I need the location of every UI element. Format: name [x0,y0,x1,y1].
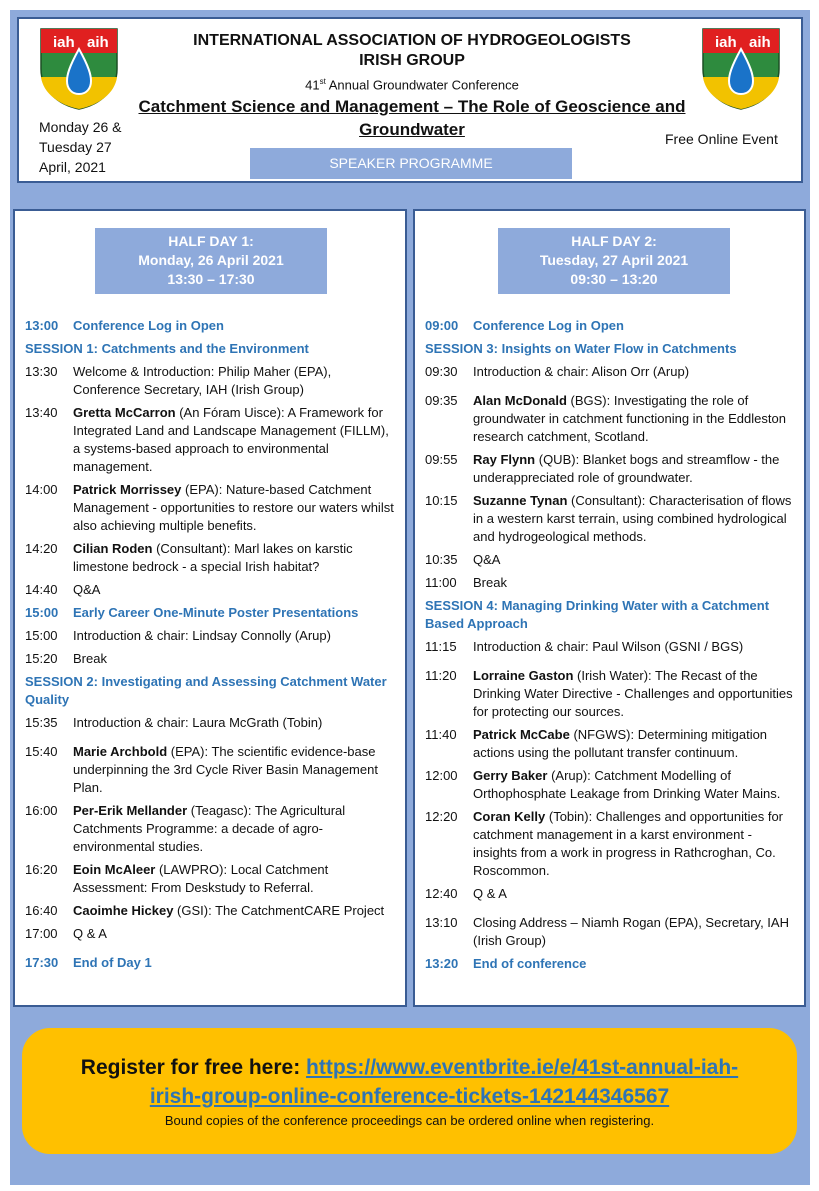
item-text: Conference Log in Open [73,318,224,333]
item-text: Break [473,575,507,590]
free-online-event: Free Online Event [665,131,778,147]
day2-programme [425,317,796,978]
item-text: Closing Address – Niamh Rogan (EPA), Secretary, IAH (Irish Group) [473,915,789,948]
item-description [473,767,796,803]
programme-row [425,363,796,381]
programme-row [25,540,397,576]
svg-text:iah: iah [715,34,737,51]
item-text: (GSI): The CatchmentCARE Project [173,903,385,918]
time-label: 16:20 [25,862,58,877]
item-description [473,451,796,487]
speaker-name: Ray Flynn [473,452,536,467]
item-text: Conference Log in Open [473,318,624,333]
item-description [73,650,397,668]
item-description [73,481,397,535]
programme-row [425,914,796,950]
speaker-name: Gerry Baker [473,768,548,783]
programme-row [25,481,397,535]
item-description [473,885,796,903]
item-description [473,574,796,592]
time-label: 13:40 [25,405,58,420]
item-description [73,317,397,335]
programme-row [425,574,796,592]
day2-column [413,209,806,1007]
speaker-name: Per-Erik Mellander [73,803,188,818]
item-description [73,802,397,856]
time-label: 12:00 [425,768,458,783]
speaker-name: Coran Kelly [473,809,546,824]
register-link[interactable]: https://www.eventbrite.ie/e/41st-annual-iah- [306,1056,739,1079]
time-label: 17:00 [25,926,58,941]
item-text: (Teagasc): The Agricultural Catchments Programme: a decade of agro-environmental studies. [73,803,346,854]
item-description [73,581,397,599]
item-description [473,551,796,569]
conference-title: Catchment Science and Management – The Role of Geoscience and Groundwater [138,97,686,140]
item-text: Q&A [473,552,501,567]
speaker-name: Patrick Morrissey [73,482,182,497]
item-text: End of Day 1 [73,955,152,970]
item-text: (Consultant): Characterisation of flows in a western karst terrain, using combined hydrological and hydrogeological methods. [473,493,792,544]
event-dates: Monday 26 & Tuesday 27 April, 2021 [39,119,122,175]
time-label: 10:15 [425,493,458,508]
time-label: 12:40 [425,886,458,901]
programme-row [425,885,796,903]
item-text: (QUB): Blanket bogs and streamflow - the underappreciated role of groundwater. [473,452,780,485]
programme-row [425,667,796,721]
time-label: 13:30 [25,364,58,379]
time-label: 16:00 [25,803,58,818]
item-text: (Consultant): Marl lakes on karstic limestone bedrock - a special Irish habitat? [73,541,353,574]
item-text: End of conference [473,956,587,971]
time-label: 13:20 [425,956,459,971]
item-description [473,726,796,762]
programme-row [25,404,397,476]
milestone-row [425,955,796,973]
svg-text:aih: aih [749,34,771,51]
item-description [473,955,796,973]
day1-column [13,209,407,1007]
speaker-name: Lorraine Gaston [473,668,574,683]
session-heading: SESSION 2: Investigating and Assessing Catchment Water Quality [25,674,387,707]
item-description [73,604,397,622]
programme-row [25,581,397,599]
item-description [73,954,397,972]
item-description [73,714,397,732]
programme-row [25,743,397,797]
item-description [73,627,397,645]
programme-row [25,802,397,856]
session-heading: SESSION 1: Catchments and the Environment [25,341,309,356]
programme-row [425,767,796,803]
session-heading: SESSION 3: Insights on Water Flow in Catchments [425,341,737,356]
time-label: 11:15 [425,639,457,654]
day1-programme [25,317,397,977]
time-label: 10:35 [425,552,458,567]
speaker-name: Alan McDonald [473,393,567,408]
item-description [473,317,796,335]
time-label: 16:40 [25,903,58,918]
item-description [73,540,397,576]
item-text: Q&A [73,582,101,597]
item-text: Q & A [73,926,107,941]
programme-row [425,638,796,656]
time-label: 12:20 [425,809,458,824]
item-text: (LAWPRO): Local Catchment Assessment: From Deskstudy to Referral. [73,862,329,895]
programme-row [25,925,397,943]
time-label: 14:00 [25,482,58,497]
day1-header: HALF DAY 1: Monday, 26 April 2021 13:30 – 17:30 [95,228,327,294]
register-banner [22,1028,797,1154]
programme-row [25,650,397,668]
programme-row [425,451,796,487]
programme-row [25,627,397,645]
speaker-name: Cilian Roden [73,541,153,556]
programme-row [25,714,397,732]
header-panel [17,17,803,183]
time-label: 14:20 [25,541,58,556]
programme-row [425,392,796,446]
register-note: Bound copies of the conference proceedings can be ordered online when registering. [164,1113,655,1128]
svg-text:iah: iah [53,34,75,51]
register-label: Register for free here: [80,1056,307,1079]
time-label: 11:40 [425,727,457,742]
item-description [73,404,397,476]
time-label: 13:10 [425,915,458,930]
speaker-name: Gretta McCarron [73,405,176,420]
time-label: 17:30 [25,955,59,970]
time-label: 09:35 [425,393,458,408]
milestone-row [25,317,397,335]
programme-row [25,861,397,897]
milestone-row [25,604,397,622]
item-text: Introduction & chair: Lindsay Connolly (Arup) [73,628,331,643]
time-label: 11:20 [425,668,457,683]
item-text: (BGS): Investigating the role of groundwater in catchment functioning in the Eddleston research catchment, Scotland. [473,393,786,444]
programme-row [425,551,796,569]
item-description [73,363,397,399]
item-text: (EPA): Nature-based Catchment Management - opportunities to restore our waters whilst also achieving multiple benefits. [73,482,394,533]
item-description [73,743,397,797]
time-label: 15:35 [25,715,58,730]
time-label: 11:00 [425,575,457,590]
session-heading: SESSION 4: Managing Drinking Water with a Catchment Based Approach [425,598,770,631]
item-description [473,492,796,546]
item-text: (An Fóram Uisce): A Framework for Integrated Land and Landscape Management (FILLM), a systems-based approach to environmental management. [73,405,389,474]
time-label: 13:00 [25,318,59,333]
item-description [473,392,796,446]
iah-logo-icon [699,27,783,111]
time-label: 15:20 [25,651,58,666]
org-name-line2: IRISH GROUP [359,52,465,69]
item-description [73,925,397,943]
item-text: Welcome & Introduction: Philip Maher (EPA), Conference Secretary, IAH (Irish Group) [73,364,332,397]
svg-text:aih: aih [87,34,109,51]
item-description [473,914,796,950]
time-label: 14:40 [25,582,58,597]
time-label: 15:40 [25,744,58,759]
item-description [473,667,796,721]
register-link-continued[interactable]: irish-group-online-conference-tickets-142144346567 [149,1085,670,1108]
time-label: 09:00 [425,318,459,333]
speaker-name: Eoin McAleer [73,862,156,877]
item-text: (Arup): Catchment Modelling of Orthophosphate Leakage from Drinking Water Mains. [473,768,781,801]
speaker-name: Caoimhe Hickey [73,903,174,918]
conference-subtitle: 41st Annual Groundwater Conference [305,77,519,93]
programme-row [25,363,397,399]
item-text: (Tobin): Challenges and opportunities for catchment management in a karst environment - insights from a work in progress in Rathcroghan, Co. Roscommon. [473,809,784,878]
speaker-name: Patrick McCabe [473,727,570,742]
programme-row [425,726,796,762]
milestone-row [25,954,397,972]
iah-logo-icon [37,27,121,111]
time-label: 09:30 [425,364,458,379]
item-text: Introduction & chair: Laura McGrath (Tobin) [73,715,323,730]
item-text: Introduction & chair: Paul Wilson (GSNI / BGS) [473,639,744,654]
item-description [473,363,796,381]
day2-header: HALF DAY 2: Tuesday, 27 April 2021 09:30 – 13:20 [498,228,730,294]
programme-row [425,492,796,546]
item-description [73,861,397,897]
speaker-name: Marie Archbold [73,744,168,759]
header-titles [119,31,705,141]
item-description [473,638,796,656]
programme-row [25,902,397,920]
item-text: (Irish Water): The Recast of the Drinking Water Directive - Challenges and opportunities for protecting our sources. [473,668,793,719]
org-name-line1: INTERNATIONAL ASSOCIATION OF HYDROGEOLOGISTS [193,32,631,49]
item-description [73,902,397,920]
speaker-name: Suzanne Tynan [473,493,568,508]
item-text: Early Career One-Minute Poster Presentations [73,605,359,620]
milestone-row [425,317,796,335]
speaker-programme-banner: SPEAKER PROGRAMME [250,148,572,179]
item-text: Introduction & chair: Alison Orr (Arup) [473,364,690,379]
item-text: (EPA): The scientific evidence-base underpinning the 3rd Cycle River Basin Management Plan. [73,744,378,795]
time-label: 09:55 [425,452,458,467]
item-description [473,808,796,880]
item-text: Break [73,651,107,666]
item-text: Q & A [473,886,507,901]
time-label: 15:00 [25,628,58,643]
register-line [22,1028,797,1111]
programme-row [425,808,796,880]
time-label: 15:00 [25,605,59,620]
item-text: (NFGWS): Determining mitigation actions using the pollutant transfer continuum. [473,727,768,760]
